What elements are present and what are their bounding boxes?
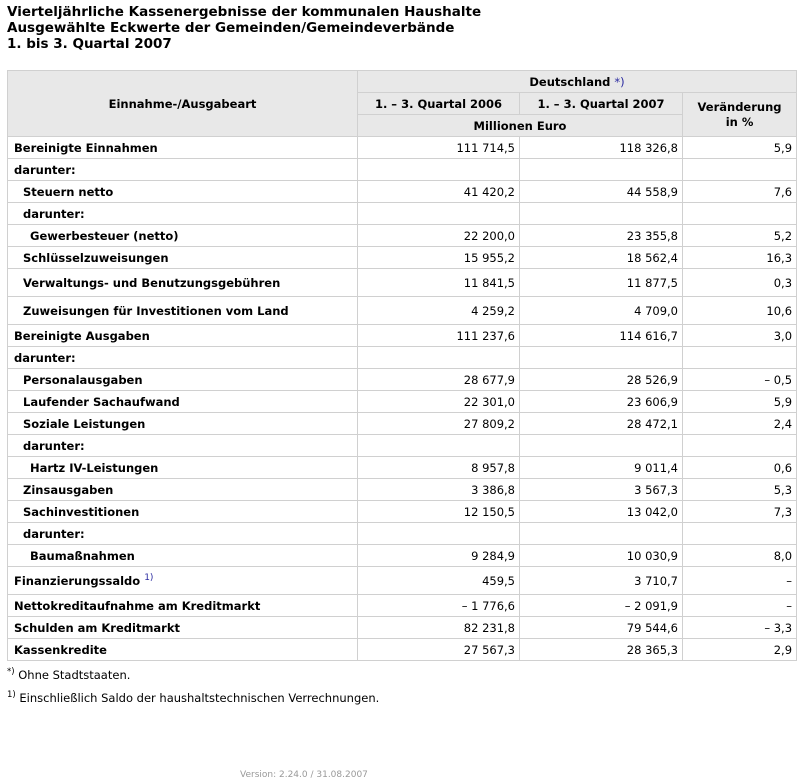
change-percent-cell: 8,0 [683,545,797,567]
region-label: Deutschland [529,74,611,89]
value-2007-cell: 44 558,9 [520,181,683,203]
row-label [8,595,358,617]
page-title [7,4,481,52]
value-2007-cell: 28 365,3 [520,639,683,661]
footnote-link[interactable]: 1) [144,573,154,584]
col-2006-header: 1. – 3. Quartal 2006 [358,93,520,115]
value-2007-cell: 28 472,1 [520,413,683,435]
table-row [8,435,797,457]
value-2007-cell: 3 710,7 [520,567,683,595]
table-row [8,479,797,501]
row-label-text: darunter: [23,206,85,221]
row-label [8,325,358,347]
row-label-text: Finanzierungssaldo [14,573,141,588]
row-label-text: Soziale Leistungen [23,416,146,431]
value-2006-cell: 111 714,5 [358,137,520,159]
row-label-text: Bereinigte Ausgaben [14,328,150,343]
row-label-header: Einnahme-/Ausgabeart [8,71,358,137]
row-label-text: Schlüsselzuweisungen [23,250,169,265]
row-label-text: Baumaßnahmen [30,548,135,563]
value-2007-cell: 9 011,4 [520,457,683,479]
value-2007-cell: 114 616,7 [520,325,683,347]
table-row [8,545,797,567]
table-row [8,457,797,479]
table-row [8,617,797,639]
change-percent-cell: – [683,567,797,595]
change-percent-cell: 0,3 [683,269,797,297]
row-label-text: Laufender Sachaufwand [23,394,180,409]
row-label-text: darunter: [14,350,76,365]
row-label-text: Nettokreditaufnahme am Kreditmarkt [14,598,261,613]
row-label [8,391,358,413]
value-2007-cell: 118 326,8 [520,137,683,159]
value-2006-cell: 3 386,8 [358,479,520,501]
change-percent-cell: 5,9 [683,391,797,413]
value-2006-cell [358,159,520,181]
change-header-line2: in % [725,114,754,129]
row-label [8,479,358,501]
value-2006-cell: 82 231,8 [358,617,520,639]
row-label [8,181,358,203]
value-2006-cell: 15 955,2 [358,247,520,269]
row-label-text: Zuweisungen für Investitionen vom Land [23,303,289,318]
table-row [8,181,797,203]
row-label-text: darunter: [23,438,85,453]
row-label [8,369,358,391]
row-label [8,617,358,639]
row-label-text: Zinsausgaben [23,482,114,497]
change-percent-cell [683,523,797,545]
value-2006-cell: 111 237,6 [358,325,520,347]
value-2006-cell [358,435,520,457]
value-2006-cell: 22 200,0 [358,225,520,247]
row-label [8,297,358,325]
table-row [8,501,797,523]
row-label-text: darunter: [14,162,76,177]
row-label [8,247,358,269]
col-2007-header: 1. – 3. Quartal 2007 [520,93,683,115]
value-2007-cell: 18 562,4 [520,247,683,269]
value-2006-cell: – 1 776,6 [358,595,520,617]
value-2007-cell: 23 606,9 [520,391,683,413]
value-2006-cell [358,203,520,225]
row-label [8,413,358,435]
change-percent-cell: 5,9 [683,137,797,159]
row-label-text: Sachinvestitionen [23,504,140,519]
row-label [8,225,358,247]
change-percent-cell [683,159,797,181]
table-row [8,269,797,297]
value-2007-cell [520,435,683,457]
footnotes [7,662,379,708]
table-row [8,137,797,159]
value-2007-cell [520,203,683,225]
row-label-text: Gewerbesteuer (netto) [30,228,179,243]
value-2007-cell: 13 042,0 [520,501,683,523]
value-2006-cell: 27 567,3 [358,639,520,661]
change-percent-cell: 2,4 [683,413,797,435]
value-2007-cell: 79 544,6 [520,617,683,639]
value-2007-cell: 23 355,8 [520,225,683,247]
row-label [8,523,358,545]
table-row [8,225,797,247]
change-percent-cell: 16,3 [683,247,797,269]
region-header [358,71,797,93]
row-label [8,545,358,567]
value-2006-cell [358,347,520,369]
table-row [8,203,797,225]
footnote-marker: *) [7,667,15,677]
value-2006-cell: 4 259,2 [358,297,520,325]
row-label [8,501,358,523]
value-2007-cell: 11 877,5 [520,269,683,297]
row-label [8,457,358,479]
value-2007-cell: – 2 091,9 [520,595,683,617]
value-2007-cell: 10 030,9 [520,545,683,567]
table-row [8,347,797,369]
row-label-text: Schulden am Kreditmarkt [14,620,180,635]
value-2006-cell: 22 301,0 [358,391,520,413]
value-2007-cell: 3 567,3 [520,479,683,501]
row-label-text: darunter: [23,526,85,541]
value-2007-cell: 4 709,0 [520,297,683,325]
title-line-3: 1. bis 3. Quartal 2007 [7,36,172,52]
table-row [8,567,797,595]
title-line-1: Vierteljährliche Kassenergebnisse der kommunalen Haushalte [7,4,482,20]
value-2006-cell: 28 677,9 [358,369,520,391]
table-row [8,595,797,617]
value-2007-cell [520,159,683,181]
value-2006-cell: 9 284,9 [358,545,520,567]
table-row [8,639,797,661]
value-2006-cell: 11 841,5 [358,269,520,297]
row-label-text: Bereinigte Einnahmen [14,140,158,155]
row-label [8,347,358,369]
title-line-2: Ausgewählte Eckwerte der Gemeinden/Gemeindeverbände [7,20,455,36]
change-percent-cell [683,347,797,369]
footnote-text: Ohne Stadtstaaten. [18,667,131,682]
change-percent-cell: 10,6 [683,297,797,325]
change-percent-cell: 7,6 [683,181,797,203]
row-label-text: Personalausgaben [23,372,143,387]
value-2006-cell: 27 809,2 [358,413,520,435]
value-2006-cell: 12 150,5 [358,501,520,523]
footnote-marker: 1) [7,689,16,700]
value-2006-cell: 8 957,8 [358,457,520,479]
value-2006-cell: 41 420,2 [358,181,520,203]
change-percent-cell: 3,0 [683,325,797,347]
table-row [8,391,797,413]
change-percent-cell: – 0,5 [683,369,797,391]
row-label [8,203,358,225]
row-label [8,567,358,595]
footnote-saldo [7,685,379,708]
unit-header: Millionen Euro [358,115,683,137]
change-percent-cell: 2,9 [683,639,797,661]
value-2007-cell [520,347,683,369]
change-percent-cell: 0,6 [683,457,797,479]
data-table [7,70,797,661]
footnote-text: Einschließlich Saldo der haushaltstechnischen Verrechnungen. [19,690,380,705]
row-label-text: Hartz IV-Leistungen [30,460,159,475]
row-label [8,435,358,457]
row-label-text: Kassenkredite [14,642,107,657]
row-label-text: Steuern netto [23,184,114,199]
change-header [683,93,797,137]
value-2007-cell [520,523,683,545]
table-row [8,523,797,545]
change-percent-cell: 5,3 [683,479,797,501]
table-row [8,413,797,435]
change-percent-cell: – 3,3 [683,617,797,639]
table-row [8,325,797,347]
table-row [8,369,797,391]
row-label [8,269,358,297]
row-label [8,137,358,159]
table-row [8,159,797,181]
row-label-text: Verwaltungs- und Benutzungsgebühren [23,275,281,290]
table-row [8,247,797,269]
change-percent-cell [683,203,797,225]
change-percent-cell: 7,3 [683,501,797,523]
value-2006-cell: 459,5 [358,567,520,595]
version-label: Version: 2.24.0 / 31.08.2007 [240,770,368,780]
value-2007-cell: 28 526,9 [520,369,683,391]
row-label [8,639,358,661]
table-body [8,137,797,661]
value-2006-cell [358,523,520,545]
row-label [8,159,358,181]
change-percent-cell: – [683,595,797,617]
change-percent-cell: 5,2 [683,225,797,247]
footnote-region [7,662,379,685]
table-row [8,297,797,325]
region-footnote-link[interactable]: *) [614,74,625,89]
change-header-line1: Veränderung [697,99,782,114]
change-percent-cell [683,435,797,457]
